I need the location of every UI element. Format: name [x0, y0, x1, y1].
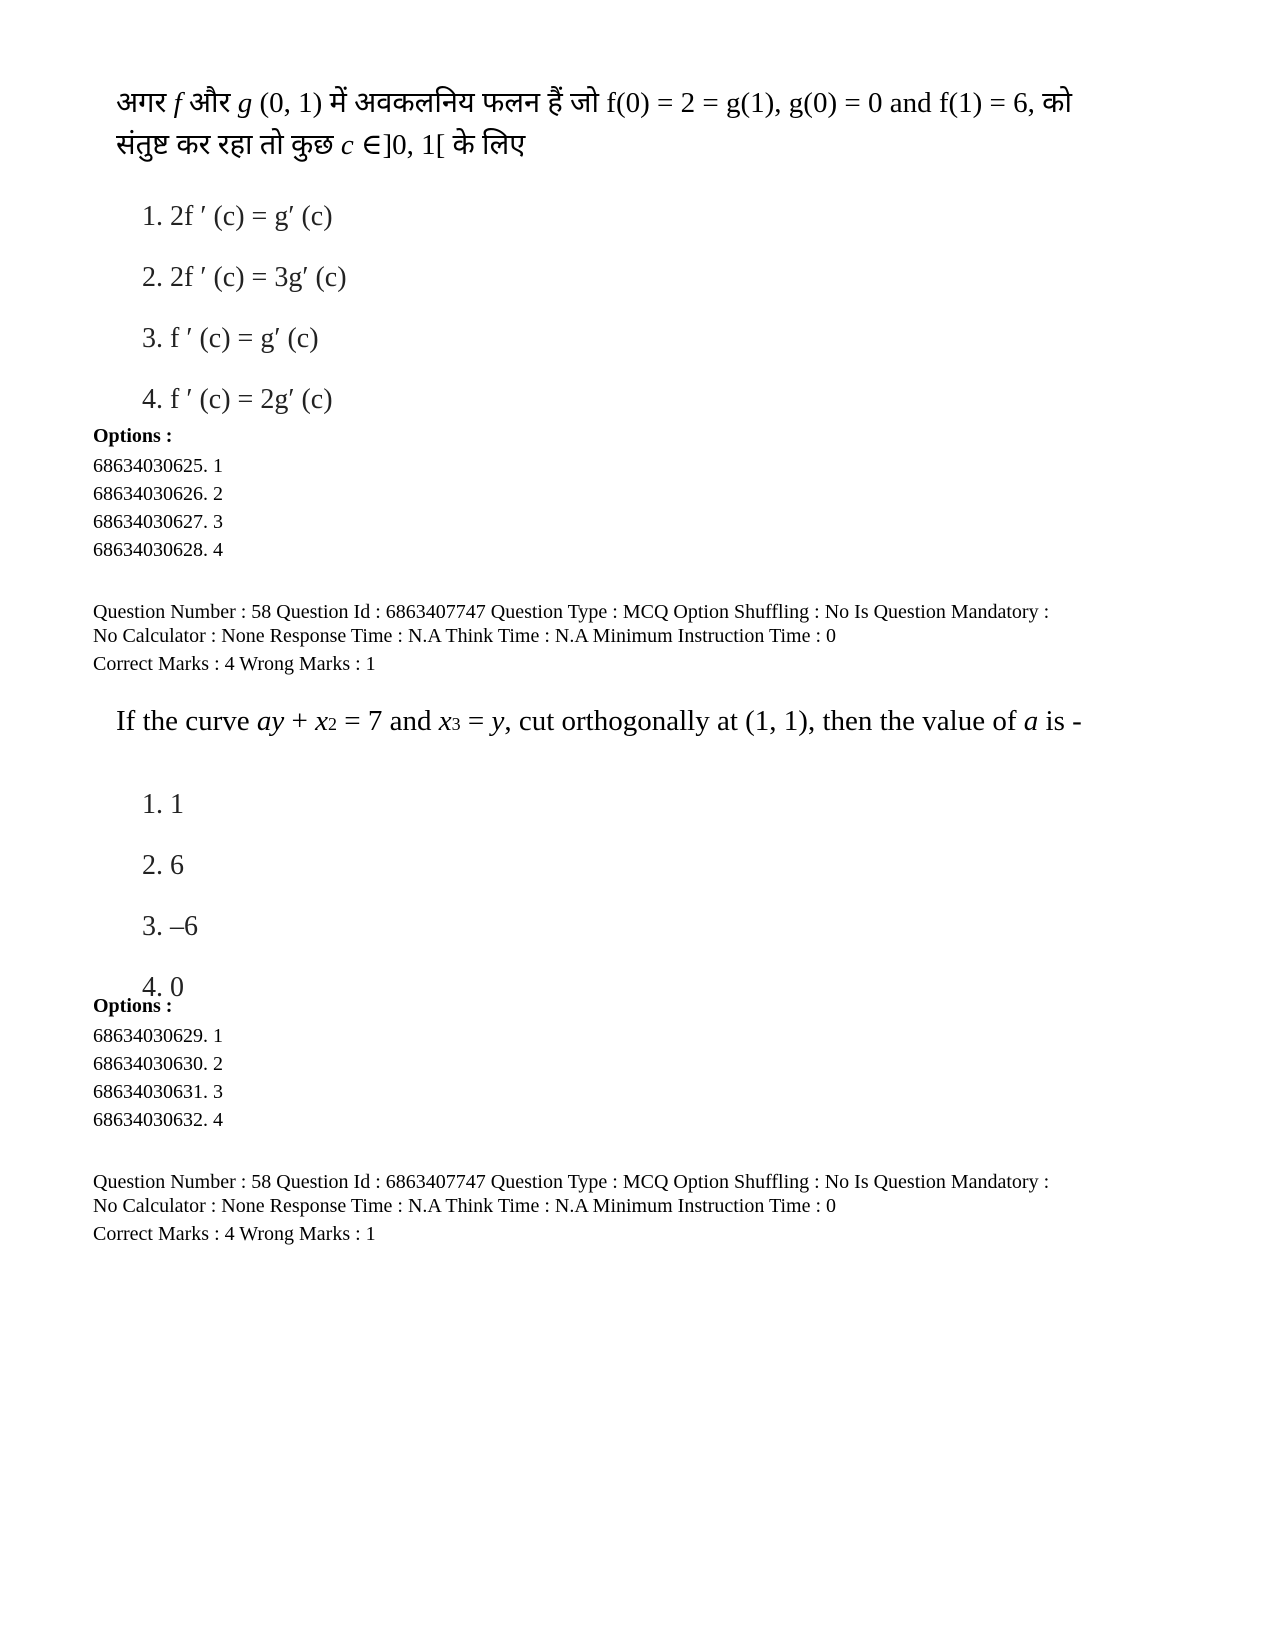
question-meta-line: Question Number : 58 Question Id : 6863407747 Question Type : MCQ Option Shuffling : No Is Question Mandatory :	[93, 601, 1050, 623]
option-id: 68634030626. 2	[93, 483, 223, 505]
question-1-choice: 4. f ′ (c) = 2g′ (c)	[142, 384, 333, 415]
options-label: Options :	[93, 425, 173, 447]
question-meta-1	[93, 600, 1049, 676]
question-meta-line: No Calculator : None Response Time : N.A Think Time : N.A Minimum Instruction Time : 0	[93, 625, 837, 647]
marks-line: Correct Marks : 4 Wrong Marks : 1	[93, 1223, 376, 1245]
option-id: 68634030627. 3	[93, 511, 223, 533]
option-id: 68634030630. 2	[93, 1053, 223, 1075]
marks-line: Correct Marks : 4 Wrong Marks : 1	[93, 653, 376, 675]
option-id: 68634030629. 1	[93, 1025, 223, 1047]
option-id: 68634030632. 4	[93, 1109, 223, 1131]
question-2-choice: 1. 1	[142, 789, 184, 820]
question-2-choices	[142, 774, 1082, 1018]
question-meta-line: Question Number : 58 Question Id : 6863407747 Question Type : MCQ Option Shuffling : No Is Question Mandatory :	[93, 1171, 1050, 1193]
question-2-stem: If the curve ay + $x^2 = 7$ and $x^3 = y$, cut orthogonally at (1, 1), then the value of a is -	[116, 705, 1082, 737]
question-2-image	[116, 700, 1082, 1018]
question-1-stem	[116, 82, 1072, 166]
option-id: 68634030628. 4	[93, 539, 223, 561]
question-1-options	[93, 424, 223, 564]
options-label: Options :	[93, 995, 173, 1017]
question-meta-2	[93, 1170, 1049, 1246]
question-1-stem-line-1: अगर f और g (0, 1) में अवकलनिय फलन हैं जो f(0) = 2 = g(1), g(0) = 0 and f(1) = 6, को	[116, 87, 1072, 119]
question-1-choice: 2. 2f ′ (c) = 3g′ (c)	[142, 262, 347, 293]
question-1-choice: 1. 2f ′ (c) = g′ (c)	[142, 201, 333, 232]
question-1-choice: 3. f ′ (c) = g′ (c)	[142, 323, 319, 354]
question-2-choice: 3. –6	[142, 911, 198, 942]
option-id: 68634030631. 3	[93, 1081, 223, 1103]
question-1-image	[116, 82, 1072, 430]
option-id: 68634030625. 1	[93, 455, 223, 477]
question-2-choice: 4. 0	[142, 972, 184, 1003]
question-2-choice: 2. 6	[142, 850, 184, 881]
question-1-stem-line-2: संतुष्ट कर रहा तो कुछ c ∈]0, 1[ के लिए	[116, 129, 526, 161]
question-2-options	[93, 994, 223, 1134]
question-meta-line: No Calculator : None Response Time : N.A Think Time : N.A Minimum Instruction Time : 0	[93, 1195, 837, 1217]
question-1-choices	[142, 186, 1072, 430]
